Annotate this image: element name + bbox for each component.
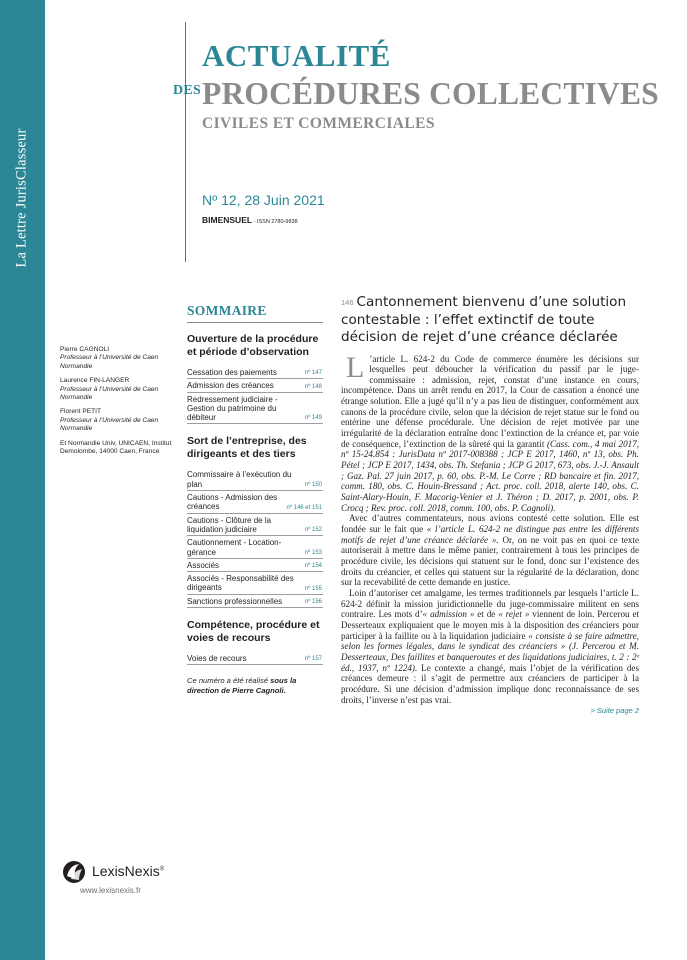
lexisnexis-logo	[62, 860, 182, 884]
toc-item-ref: nº 148	[304, 383, 322, 390]
logo-wordmark	[92, 863, 164, 879]
masthead-subtitle: CIVILES ET COMMERCIALES	[202, 115, 435, 132]
institution-address: Et Normandie Univ, UNICAEN, Institut Demolombe, 14000 Caen, France	[60, 439, 172, 456]
toc-item[interactable]	[187, 514, 323, 537]
toc-section	[187, 619, 323, 665]
toc-item-label: Cautions - Admission des créances	[187, 493, 278, 512]
toc-item-ref: nº 157	[304, 656, 322, 663]
article-text: Loin d’autoriser cet amalgame, les termes traditionnels par lesquels l’article L. 624-2 définit la mission juridictionnelle du juge-commissaire militent en sens contraire. Les mots d’	[341, 587, 639, 620]
toc-item[interactable]	[187, 559, 323, 572]
issn: - ISSN 2780-9838	[252, 219, 298, 225]
article-text: viennent de loin. Percerou et Desserteaux expliquaient que le moyen mis à la disposition des créanciers pour participer à la faillite ou à la liquidation judiciaire	[341, 609, 640, 641]
toc-item-ref: nº 155	[304, 585, 322, 592]
article-title: Cantonnement bienvenu d’une solution contestable : l’effet extinctif de toute décision de rejet d’une créance déclarée	[341, 294, 627, 345]
author-name: Pierre CAGNOLI	[60, 346, 110, 353]
authors-list	[60, 346, 180, 462]
toc-item[interactable]	[187, 366, 323, 379]
issue-number-date: Nº 12, 28 Juin 2021	[202, 192, 325, 208]
author-entry	[60, 346, 180, 371]
article-quote: « rejet »	[498, 609, 530, 620]
toc-item-label: Associés	[187, 560, 220, 570]
article-text: Or, on ne voit pas en quoi ce texte autoriserait à mettre dans le même panier, contrairement à tous les principes de procédure civile, les décisions qui statuent sur le fond, donc sur l’existence des droits du créancier, et celles qui statuent sur la régularité de la déclaration, donc sur la recevabilité de cette demande en justice.	[341, 534, 639, 588]
toc-item-label: Redressement judiciaire - Gestion du patrimoine du débiteur	[187, 394, 278, 423]
article-text: Le contexte a changé, mais l’objet de la vérification des créances demeure : il s’agit de permettre aux créanciers de participer à la procédure. Si une décision d’admission implique donc reconnaissance de ses droits, l’inverse n’est pas vrai.	[341, 662, 639, 705]
masthead-des: DES	[173, 83, 202, 98]
side-band	[0, 0, 45, 960]
article-quote: « l’article L. 624-2 ne distingue pas entre les différents motifs de rejet d’une créance déclarée ».	[341, 524, 639, 545]
toc-item[interactable]	[187, 572, 323, 595]
toc-rule	[187, 322, 323, 323]
article-paragraph	[341, 588, 639, 705]
toc-item[interactable]	[187, 595, 323, 608]
logo-wordmark-text: LexisNexis	[92, 863, 160, 879]
toc-item[interactable]	[187, 652, 323, 665]
toc-item-label: Cautions - Clôture de la liquidation judiciaire	[187, 515, 272, 534]
toc-item[interactable]	[187, 491, 323, 514]
author-entry	[60, 408, 180, 433]
toc-section-title: Sort de l’entreprise, des dirigeants et des tiers	[187, 435, 307, 460]
editor-note	[187, 676, 323, 695]
author-affiliation: Professeur à l’Université de Caen Normandie	[60, 385, 159, 402]
article-quote: « admission »	[422, 609, 475, 620]
continued-link[interactable]: > Suite page 2	[590, 706, 639, 716]
issue-frequency	[202, 210, 298, 228]
toc-item-ref: nº 153	[304, 549, 322, 556]
toc-section	[187, 333, 323, 424]
masthead-divider	[185, 22, 186, 262]
toc-item-ref: nº 147	[304, 370, 322, 377]
author-name: Laurence FIN-LANGER	[60, 377, 130, 385]
author-name: Florent PETIT	[60, 408, 102, 416]
masthead-title-line2: PROCÉDURES COLLECTIVES	[202, 76, 659, 111]
author-entry	[60, 440, 180, 457]
toc-item-label: Cessation des paiements	[187, 368, 277, 377]
lead-article	[341, 294, 639, 716]
toc-item-ref: nº 146 et 151	[286, 504, 322, 511]
drop-cap: L	[346, 350, 365, 384]
article-text: Avec d’autres commentateurs, nous avions contesté cette solution. Elle est fondée sur le fait que	[341, 513, 639, 534]
article-number: 146	[341, 298, 354, 307]
article-text: ’article L. 624-2 du Code de commerce énumère les décisions sur lesquelles peut déboucher la vérification du passif par le juge-commissaire : admission, rejet, constat d’une instance en cours, incompétence. Dans un arrêt rendu en 2017, la Cour de cassation a énoncé une étrange solution. Elle a jugé qu’il n’y a pas lieu de distinguer, conformément aux canons de la procédure civile, selon que la décision de rejet statue sur le fond ou entérine une défense procédurale. Une décision de rejet motivée par une irrégularité de la déclaration entraîne donc l’extinction de la créance et, par voie de conséquence, l’extinction de la sûreté qui la garantit	[341, 353, 639, 449]
publication-name-vertical: La Lettre JurisClasseur	[13, 128, 30, 268]
toc-title: SOMMAIRE	[187, 303, 267, 318]
masthead-title-line1: ACTUALITÉ	[202, 38, 391, 73]
toc-item-label: Voies de recours	[187, 654, 247, 664]
toc-section	[187, 435, 323, 608]
article-body	[341, 350, 640, 717]
toc-item-ref: nº 150	[304, 482, 322, 489]
toc-item-ref: nº 154	[304, 563, 322, 570]
frequency-label: BIMENSUEL	[202, 215, 253, 225]
toc-item-label: Admission des créances	[187, 381, 274, 391]
toc-item[interactable]	[187, 379, 323, 392]
toc-item-label: Associés - Responsabilité des dirigeants	[187, 574, 294, 593]
toc-item-ref: nº 149	[304, 415, 322, 422]
author-entry	[60, 377, 180, 402]
article-quote: « consiste à se faire admettre, selon les formes légales, dans le syndicat des créanciers » (J. Percerou et M. Desserteaux, Des faillites et banqueroutes et des liquidations judiciaires, t. 2 : 2ᵉ éd., 1937, nº 1224).	[341, 630, 639, 673]
article-citation: (Cass. com., 4 mai 2017, nº 15-24.854 : JurisData nº 2017-008388 ; JCP E 2017, 1460, nº 13, obs. Ph. Pétel ; JCP E 2017, 1434, obs. Th. Stefania ; JCP G 2017, 673, obs. J.-J. Ansault ; Gaz. Pal. 27 juin 2017, p. 60, obs. P.-M. Le Corre ; RD bancaire et fin. 2017, comm. 180, obs. C. Houin-Bressand ; Act. proc. coll. 2018, alerte 140, obs. C. Saint-Alary-Houin, F. Macorig-Venier et J. Théron ; D. 2017, p. 2001, obs. P. Crocq ; Rev. proc. coll. 2018, comm. 100, obs. P. Cagnoli).	[341, 438, 639, 513]
toc-section-title: Compétence, procédure et voies de recours	[187, 619, 320, 644]
toc-item-label: Commissaire à l’exécution du plan	[187, 470, 292, 489]
toc-section-title: Ouverture de la procédure et période d’observation	[187, 333, 319, 358]
lexisnexis-emblem-icon	[62, 860, 88, 884]
website-link[interactable]: www.lexisnexis.fr	[80, 886, 141, 895]
editor-note-bold: sous la direction de Pierre Cagnoli.	[187, 676, 297, 695]
toc-item-label: Cautionnement - Location-gérance	[187, 538, 282, 557]
registered-mark: ®	[159, 866, 165, 873]
article-paragraph	[341, 350, 639, 514]
toc-item[interactable]	[187, 536, 323, 559]
toc-item-label: Sanctions professionnelles	[187, 596, 283, 606]
toc-item[interactable]	[187, 468, 323, 491]
author-affiliation: Professeur à l’Université de Caen Normandie	[60, 416, 159, 433]
toc-item[interactable]	[187, 393, 323, 425]
author-affiliation: Professeur à l’Université de Caen Normandie	[60, 354, 159, 370]
article-paragraph	[341, 513, 639, 588]
article-heading	[341, 294, 639, 347]
editor-note-text: Ce numéro a été réalisé	[187, 676, 271, 686]
toc-item-ref: nº 152	[304, 527, 322, 534]
toc-item-ref: nº 156	[304, 599, 322, 606]
article-text: et de	[474, 609, 499, 620]
table-of-contents	[187, 303, 323, 695]
